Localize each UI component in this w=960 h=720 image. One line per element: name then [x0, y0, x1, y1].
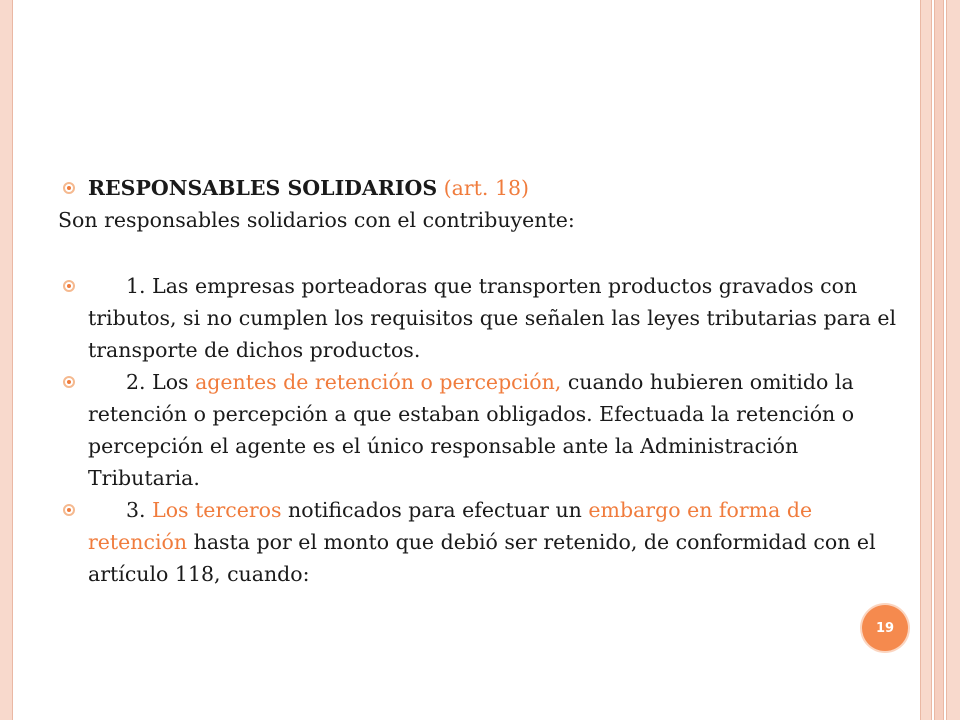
right-frame-stripe — [920, 0, 932, 720]
spacer — [58, 236, 908, 270]
list-item-2-highlight: agentes de retención o percepción, — [195, 370, 562, 394]
intro-text: Son responsables solidarios con el contribuyente: — [58, 208, 575, 232]
heading-title: RESPONSABLES SOLIDARIOS — [88, 176, 438, 200]
list-item-1 — [58, 270, 908, 366]
right-frame-stripe — [934, 0, 944, 720]
list-item-3-text — [88, 494, 908, 590]
heading-row — [58, 172, 908, 204]
list-item-2-text — [88, 366, 908, 494]
right-frame-stripe — [946, 0, 960, 720]
slide-content — [58, 172, 908, 590]
bullet-icon — [62, 279, 76, 293]
list-item-3 — [58, 494, 908, 590]
left-frame-border — [0, 0, 13, 720]
list-item-2 — [58, 366, 908, 494]
page-number-badge: 19 — [862, 605, 908, 651]
bullet-icon — [62, 181, 76, 195]
list-item-1-text: 1. Las empresas porteadoras que transporten productos gravados con tributos, si no cumplen los requisitos que señalen las leyes tributarias para el transporte de dichos productos. — [88, 274, 897, 362]
list-item-3-number: 3. — [126, 498, 153, 522]
list-item-3-highlight-embargo: embargo en forma de retención — [88, 498, 813, 554]
list-item-3-highlight-terceros: Los terceros — [152, 498, 282, 522]
list-item-2-rest: cuando hubieren omitido la retención o percepción a que estaban obligados. Efectuada la retención o percepción el agente es el único responsable ante la Administración Tributaria. — [88, 370, 855, 490]
bullet-icon — [62, 503, 76, 517]
bullet-icon — [62, 375, 76, 389]
list-item-3-rest: hasta por el monto que debió ser retenido, de conformidad con el artículo 118, cuando: — [88, 530, 876, 586]
list-item-3-middle: notificados para efectuar un — [281, 498, 589, 522]
heading-article-ref: (art. 18) — [437, 176, 530, 200]
list-item-2-number: 2. Los — [126, 370, 196, 394]
